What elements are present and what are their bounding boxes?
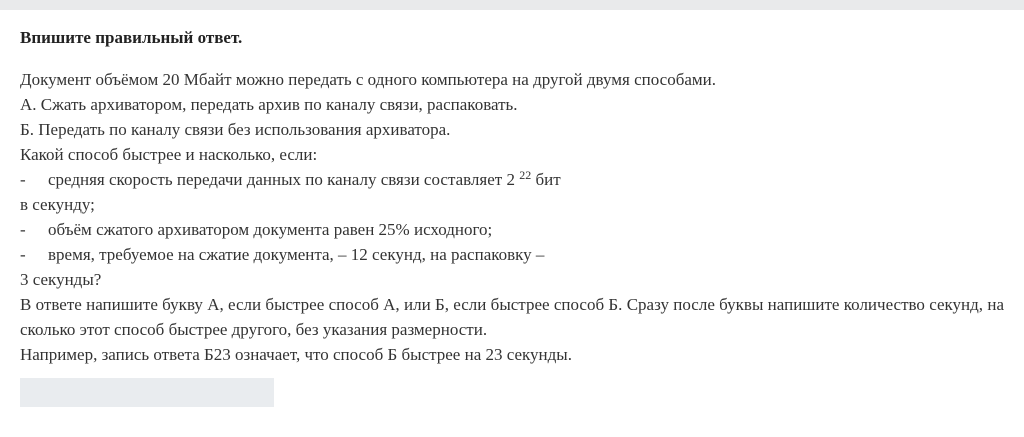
task-question: Какой способ быстрее и насколько, если: bbox=[20, 145, 318, 164]
answer-instruction: В ответе напишите букву А, если быстрее способ А, или Б, если быстрее способ Б. Сразу после буквы напишите количество секунд, на сколько этот способ быстрее другого, без указания размерности. bbox=[20, 295, 1004, 339]
condition-time-continued: 3 секунды? bbox=[20, 270, 102, 289]
speed-exponent: 22 bbox=[519, 168, 532, 182]
condition-compression bbox=[20, 217, 1004, 242]
speed-unit: бит bbox=[535, 170, 561, 189]
condition-time bbox=[20, 242, 1004, 267]
task-heading: Впишите правильный ответ. bbox=[20, 28, 243, 47]
bullet-marker: - bbox=[20, 245, 26, 264]
answer-example: Например, запись ответа Б23 означает, что способ Б быстрее на 23 секунды. bbox=[20, 345, 572, 364]
top-bar bbox=[0, 0, 1024, 10]
answer-input[interactable] bbox=[20, 378, 274, 407]
bullet-marker: - bbox=[20, 220, 26, 239]
option-a: А. Сжать архиватором, передать архив по каналу связи, распаковать. bbox=[20, 95, 518, 114]
task-intro: Документ объёмом 20 Мбайт можно передать с одного компьютера на другой двумя способами. bbox=[20, 70, 716, 89]
condition-time-text: время, требуемое на сжатие документа, – 12 секунд, на распаковку – bbox=[48, 245, 545, 264]
condition-compression-text: объём сжатого архиватором документа равен 25% исходного; bbox=[48, 220, 493, 239]
condition-speed-continued: в секунду; bbox=[20, 195, 95, 214]
bullet-marker: - bbox=[20, 170, 26, 189]
condition-speed bbox=[20, 167, 1004, 192]
option-b: Б. Передать по каналу связи без использования архиватора. bbox=[20, 120, 451, 139]
condition-speed-text: средняя скорость передачи данных по каналу связи составляет 2 bbox=[48, 170, 515, 189]
task-container bbox=[0, 10, 1024, 407]
